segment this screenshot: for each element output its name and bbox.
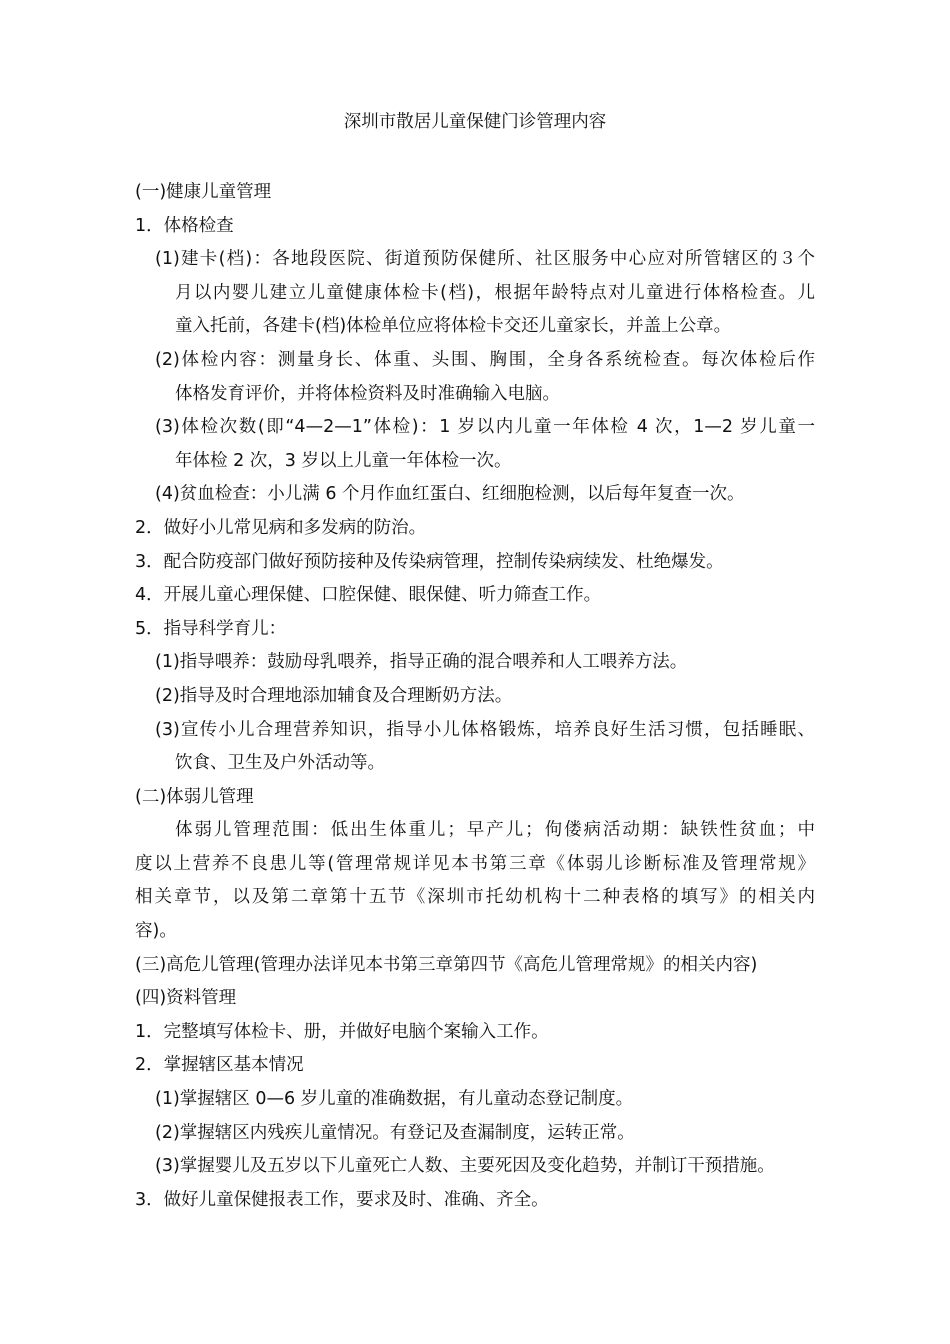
subitem-line: (3)掌握婴儿及五岁以下儿童死亡人数、主要死因及变化趋势，并制订干预措施。: [155, 1156, 775, 1177]
subitem-continuation: 月以内婴儿建立儿童健康体检卡(档)，根据年龄特点对儿童进行体格检查。儿: [175, 282, 815, 303]
item-line: 1．完整填写体检卡、册，并做好电脑个案输入工作。: [135, 1021, 549, 1042]
section-heading: (一)健康儿童管理: [135, 182, 272, 202]
subitem-line: (1)建卡(档)：各地段医院、街道预防保健所、社区服务中心应对所管辖区的３个: [155, 249, 815, 270]
document-body: [135, 176, 815, 1217]
item-line: 2．做好小儿常见病和多发病的防治。: [135, 517, 427, 538]
item-heading: 5．指导科学育儿：: [135, 618, 287, 639]
document-title: 深圳市散居儿童保健门诊管理内容: [343, 112, 607, 132]
item-heading: 1．体格检查: [135, 215, 234, 236]
paragraph-line: 容)。: [135, 921, 177, 942]
paragraph-line: 度以上营养不良患儿等(管理常规详见本书第三章《体弱儿诊断标准及管理常规》: [135, 853, 815, 874]
subitem-continuation: 年体检 2 次，3 岁以上儿童一年体检一次。: [175, 450, 512, 471]
subitem-line: (1)掌握辖区 0—6 岁儿童的准确数据，有儿童动态登记制度。: [155, 1089, 634, 1110]
subitem-line: (4)贫血检查：小儿满 6 个月作血红蛋白、红细胞检测，以后每年复查一次。: [155, 484, 745, 505]
section-heading: (四)资料管理: [135, 988, 237, 1009]
subitem-continuation: 体格发育评价，并将体检资料及时准确输入电脑。: [175, 383, 560, 404]
item-heading: 2．掌握辖区基本情况: [135, 1055, 304, 1076]
item-line: 3．做好儿童保健报表工作，要求及时、准确、齐全。: [135, 1189, 549, 1210]
subitem-continuation: 饮食、卫生及户外活动等。: [175, 753, 385, 774]
subitem-line: (2)体检内容：测量身长、体重、头围、胸围，全身各系统检查。每次体检后作: [155, 349, 815, 370]
subitem-line: (3)宣传小儿合理营养知识，指导小儿体格锻炼，培养良好生活习惯，包括睡眠、: [155, 719, 815, 740]
subitem-line: (1)指导喂养：鼓励母乳喂养，指导正确的混合喂养和人工喂养方法。: [155, 652, 688, 673]
item-line: 3．配合防疫部门做好预防接种及传染病管理，控制传染病续发、杜绝爆发。: [135, 551, 724, 572]
subitem-line: (2)指导及时合理地添加辅食及合理断奶方法。: [155, 685, 513, 706]
subitem-line: (3)体检次数(即“4—2—1”体检)：1 岁以内儿童一年体检 4 次，1—2 岁儿童一: [155, 417, 815, 438]
section-heading: (三)高危儿管理(管理办法详见本书第三章第四节《高危儿管理常规》的相关内容): [135, 954, 758, 975]
paragraph-line: 体弱儿管理范围：低出生体重儿；早产儿；佝偻病活动期：缺铁性贫血；中: [175, 820, 815, 841]
section-heading: (二)体弱儿管理: [135, 786, 254, 807]
subitem-continuation: 童入托前，各建卡(档)体检单位应将体检卡交还儿童家长，并盖上公章。: [175, 316, 732, 337]
paragraph-line: 相关章节，以及第二章第十五节《深圳市托幼机构十二种表格的填写》的相关内: [135, 887, 815, 908]
subitem-line: (2)掌握辖区内残疾儿童情况。有登记及查漏制度，运转正常。: [155, 1122, 635, 1143]
item-line: 4．开展儿童心理保健、口腔保健、眼保健、听力筛查工作。: [135, 585, 602, 606]
